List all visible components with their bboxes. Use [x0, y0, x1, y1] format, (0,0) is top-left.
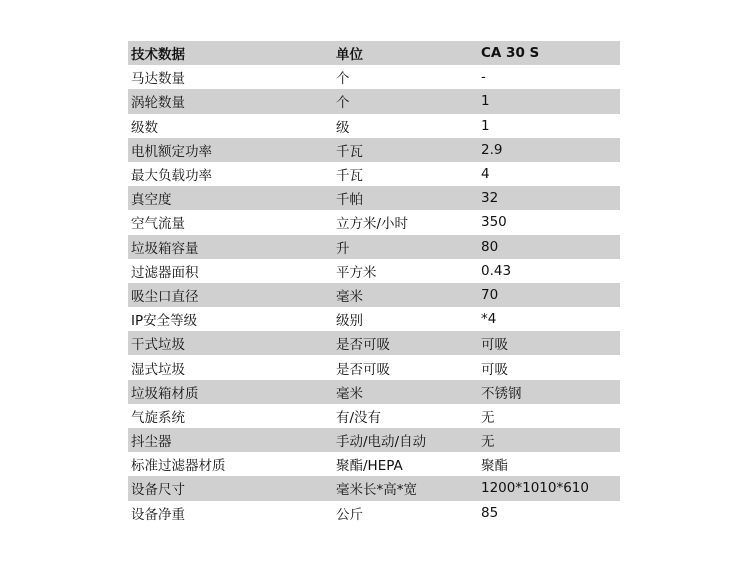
row-value: 1 [478, 114, 620, 138]
row-unit: 毫米长*高*宽 [333, 476, 478, 500]
spec-table [128, 41, 620, 525]
row-unit: 千瓦 [333, 138, 478, 162]
row-value: 32 [478, 186, 620, 210]
row-unit: 公斤 [333, 501, 478, 525]
row-value: 4 [478, 162, 620, 186]
row-param: 干式垃圾 [128, 331, 333, 355]
table-row [128, 404, 620, 428]
row-param: 最大负载功率 [128, 162, 333, 186]
row-value: 无 [478, 404, 620, 428]
row-value: 可吸 [478, 331, 620, 355]
table-row [128, 428, 620, 452]
table-row [128, 283, 620, 307]
table-row [128, 235, 620, 259]
table-header-row [128, 41, 620, 65]
row-value: 1 [478, 89, 620, 113]
table-row [128, 65, 620, 89]
table-row [128, 186, 620, 210]
row-param: 垃圾箱容量 [128, 235, 333, 259]
row-param: 涡轮数量 [128, 89, 333, 113]
table-row [128, 138, 620, 162]
table-row [128, 162, 620, 186]
row-value: 可吸 [478, 355, 620, 379]
row-param: 垃圾箱材质 [128, 380, 333, 404]
header-value: CA 30 S [478, 41, 620, 65]
row-value: 70 [478, 283, 620, 307]
row-unit: 千瓦 [333, 162, 478, 186]
row-param: 马达数量 [128, 65, 333, 89]
row-unit: 毫米 [333, 283, 478, 307]
row-unit: 是否可吸 [333, 331, 478, 355]
row-unit: 是否可吸 [333, 355, 478, 379]
row-param: 空气流量 [128, 210, 333, 234]
row-value: *4 [478, 307, 620, 331]
row-param: 标准过滤器材质 [128, 452, 333, 476]
table-row [128, 501, 620, 525]
row-unit: 毫米 [333, 380, 478, 404]
row-param: 吸尘口直径 [128, 283, 333, 307]
row-unit: 级别 [333, 307, 478, 331]
header-unit: 单位 [333, 41, 478, 65]
row-unit: 升 [333, 235, 478, 259]
row-value: 2.9 [478, 138, 620, 162]
row-value: 无 [478, 428, 620, 452]
table-row [128, 259, 620, 283]
table-row [128, 380, 620, 404]
row-value: 1200*1010*610 [478, 476, 620, 500]
row-unit: 千帕 [333, 186, 478, 210]
row-unit: 手动/电动/自动 [333, 428, 478, 452]
table-row [128, 210, 620, 234]
header-param: 技术数据 [128, 41, 333, 65]
row-unit: 有/没有 [333, 404, 478, 428]
row-param: 气旋系统 [128, 404, 333, 428]
row-unit: 立方米/小时 [333, 210, 478, 234]
row-unit: 级 [333, 114, 478, 138]
row-value: 350 [478, 210, 620, 234]
row-param: 真空度 [128, 186, 333, 210]
row-param: 过滤器面积 [128, 259, 333, 283]
row-unit: 聚酯/HEPA [333, 452, 478, 476]
row-value: 不锈钢 [478, 380, 620, 404]
row-param: 级数 [128, 114, 333, 138]
table-row [128, 476, 620, 500]
row-param: 电机额定功率 [128, 138, 333, 162]
table-row [128, 114, 620, 138]
table-row [128, 355, 620, 379]
table-row [128, 307, 620, 331]
row-value: 80 [478, 235, 620, 259]
row-unit: 个 [333, 89, 478, 113]
table-row [128, 331, 620, 355]
row-value: 0.43 [478, 259, 620, 283]
row-unit: 平方米 [333, 259, 478, 283]
row-value: 聚酯 [478, 452, 620, 476]
row-param: 抖尘器 [128, 428, 333, 452]
table-row [128, 89, 620, 113]
row-param: IP安全等级 [128, 307, 333, 331]
row-param: 设备净重 [128, 501, 333, 525]
table-row [128, 452, 620, 476]
row-value: - [478, 65, 620, 89]
row-param: 湿式垃圾 [128, 355, 333, 379]
row-unit: 个 [333, 65, 478, 89]
row-value: 85 [478, 501, 620, 525]
row-param: 设备尺寸 [128, 476, 333, 500]
